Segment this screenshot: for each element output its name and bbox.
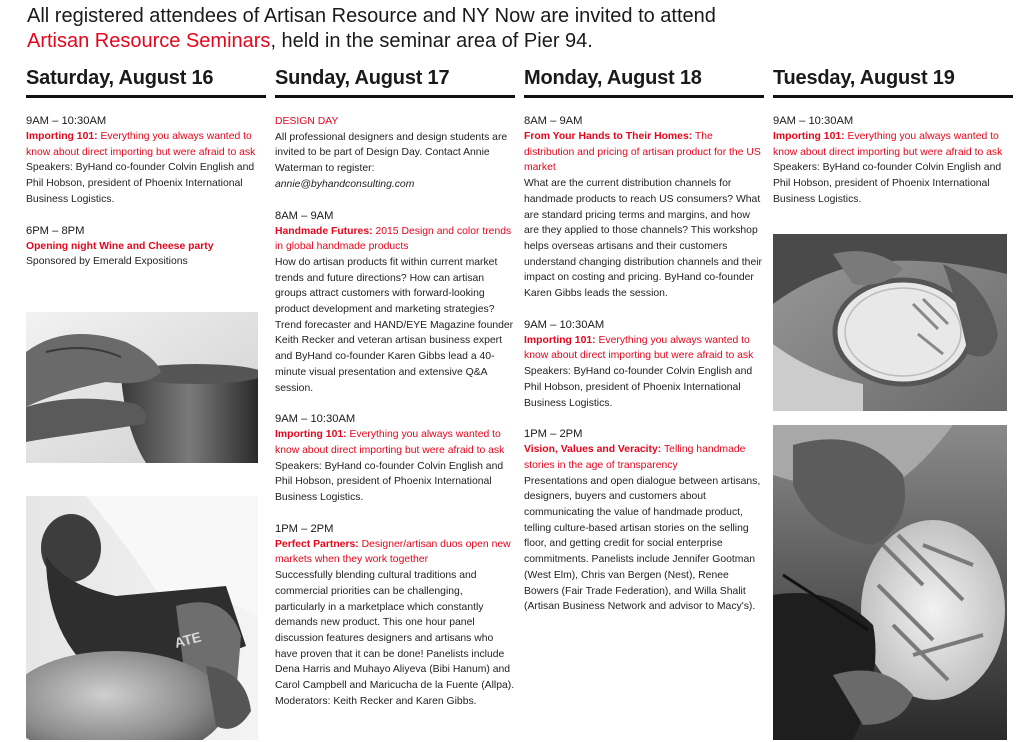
seminars-link-text: Artisan Resource Seminars (27, 30, 271, 52)
event-block (275, 522, 515, 710)
embroidery-hoop-photo (773, 234, 1007, 411)
intro-line-2-rest: , held in the seminar area of Pier 94. (270, 30, 593, 52)
event-body: What are the current distribution channels for handmade products to reach US consumers? What are standard pricing terms and margins, and how are they applied to those channels? This workshop helps overseas artisans and their customers understand changing distribution channels and their impact on costing and pricing. ByHand co-founder Karen Gibbs leads the session. (524, 178, 762, 300)
day-column-tuesday (773, 66, 1013, 208)
event-time: 9AM – 10:30AM (773, 115, 854, 127)
event-title-rest: Everything you always wanted to know about direct importing but were afraid to ask (26, 131, 256, 158)
event-title-rest: Telling handmade stories in the age of transparency (524, 444, 746, 471)
event-body: Speakers: ByHand co-founder Colvin English and Phil Hobson, president of Phoenix International Business Logistics. (524, 366, 753, 409)
event-time: 8AM – 9AM (524, 115, 583, 127)
day-heading: Saturday, August 16 (26, 67, 214, 89)
day-heading: Sunday, August 17 (275, 67, 450, 89)
day-heading: Monday, August 18 (524, 67, 702, 89)
event-time: 8AM – 9AM (275, 209, 334, 222)
day-column-sunday (275, 66, 515, 710)
heading-rule (275, 95, 515, 98)
event-title-bold: Perfect Partners: (275, 538, 359, 550)
day-heading: Tuesday, August 19 (773, 67, 955, 89)
contact-email[interactable]: annie@byhandconsulting.com (275, 178, 415, 190)
event-time: 9AM – 10:30AM (524, 318, 605, 331)
day-column-saturday (26, 66, 266, 270)
event-title (524, 335, 753, 362)
intro-line-1: All registered attendees of Artisan Resource and NY Now are invited to attend (27, 5, 716, 27)
event-title-rest: Everything you always wanted to know about direct importing but were afraid to ask (773, 131, 1003, 158)
event-title-rest: Designer/artisan duos open new markets when they work together (275, 538, 511, 566)
event-title-rest: Everything you always wanted to know about direct importing but were afraid to ask (275, 429, 505, 456)
event-body: How do artisan products fit within current market trends and future directions? How can artisan groups attract customers with forward-looking product development and marketing strategies? Trend forecaster and HAND/EYE Magazine founder Keith Recker and veteran artisan business expert and ByHand co-founder Karen Gibbs lead a 40-minute visual presentation and extensive Q&A session. (275, 256, 514, 394)
heading-rule (773, 95, 1013, 98)
event-time: 1PM – 2PM (275, 522, 334, 535)
event-title-bold: Opening night Wine and Cheese party (26, 240, 214, 252)
event-time: 1PM – 2PM (524, 428, 583, 441)
potter-man-photo (26, 496, 258, 740)
event-block (524, 114, 764, 302)
design-day-body: All professional designers and design students are invited to be part of Design Day. Contact Annie Waterman to register: (275, 131, 508, 175)
event-title (275, 429, 504, 456)
event-title-bold: Handmade Futures: (275, 225, 373, 237)
pottery-hands-photo (26, 312, 258, 463)
event-body: Speakers: ByHand co-founder Colvin English and Phil Hobson, president of Phoenix International Business Logistics. (26, 162, 255, 205)
event-title-rest: The distribution and pricing of artisan product for the US market (524, 131, 761, 174)
event-block (26, 224, 266, 270)
event-title (26, 241, 214, 252)
design-day-label: DESIGN DAY (275, 116, 339, 127)
event-body: Speakers: ByHand co-founder Colvin English and Phil Hobson, president of Phoenix International Business Logistics. (275, 460, 504, 504)
event-body: Speakers: ByHand co-founder Colvin English and Phil Hobson, president of Phoenix International Business Logistics. (773, 162, 1002, 205)
event-block (26, 114, 266, 208)
event-body: Sponsored by Emerald Expositions (26, 256, 188, 268)
event-title-bold: Importing 101: (275, 429, 347, 441)
event-title (524, 444, 745, 471)
event-title-bold: From Your Hands to Their Homes: (524, 131, 693, 142)
event-title-bold: Importing 101: (26, 131, 98, 142)
event-body: Successfully blending cultural traditions and commercial priorities can be challenging, particularly in a marketplace which constantly demands new product. This one hour panel discussion features designers and artisans who have proven that it can be done! Panelists include Dena Harris and Muhayo Aliyeva (Bibi Hanum) and Carol Campbell and Maricucha de la Fuente (Allpa). Moderators: Keith Recker and Karen Gibbs. (275, 570, 515, 707)
event-block (773, 114, 1013, 208)
svg-text:ATE: ATE (172, 628, 203, 651)
heading-rule (524, 95, 764, 98)
event-title (773, 131, 1002, 158)
event-body: Presentations and open dialogue between artisans, designers, buyers and customers about communicating the value of handmade product, telling culture-based artisan stories on the selling floor, and getting credit for social enterprise commitments. Panelists include Jennifer Gootman (West Elm), Chris van Bergen (Nest), Renee Bowers (Fair Trade Federation), and Willa Shalit (Artisan Business Network and advisor to Macy's). (524, 475, 761, 613)
plate-painter-photo (773, 425, 1007, 740)
event-title-bold: Importing 101: (773, 131, 845, 142)
event-block (275, 209, 515, 397)
event-title (26, 131, 255, 158)
day-column-monday (524, 66, 764, 615)
event-title-bold: Importing 101: (524, 334, 596, 346)
event-block (524, 318, 764, 412)
design-day-block (275, 114, 515, 193)
heading-rule (26, 95, 266, 98)
event-title (524, 131, 761, 173)
event-title-rest: Everything you always wanted to know about direct importing but were afraid to ask (524, 334, 754, 362)
event-block (524, 427, 764, 615)
intro-text (27, 4, 1017, 54)
event-title-rest: 2015 Design and color trends in global handmade products (275, 225, 512, 253)
event-time: 6PM – 8PM (26, 224, 85, 237)
event-time: 9AM – 10:30AM (275, 413, 356, 426)
event-title (275, 226, 511, 253)
event-title-bold: Vision, Values and Veracity: (524, 444, 662, 456)
event-block (275, 412, 515, 506)
event-time: 9AM – 10:30AM (26, 115, 107, 127)
event-title (275, 539, 511, 566)
